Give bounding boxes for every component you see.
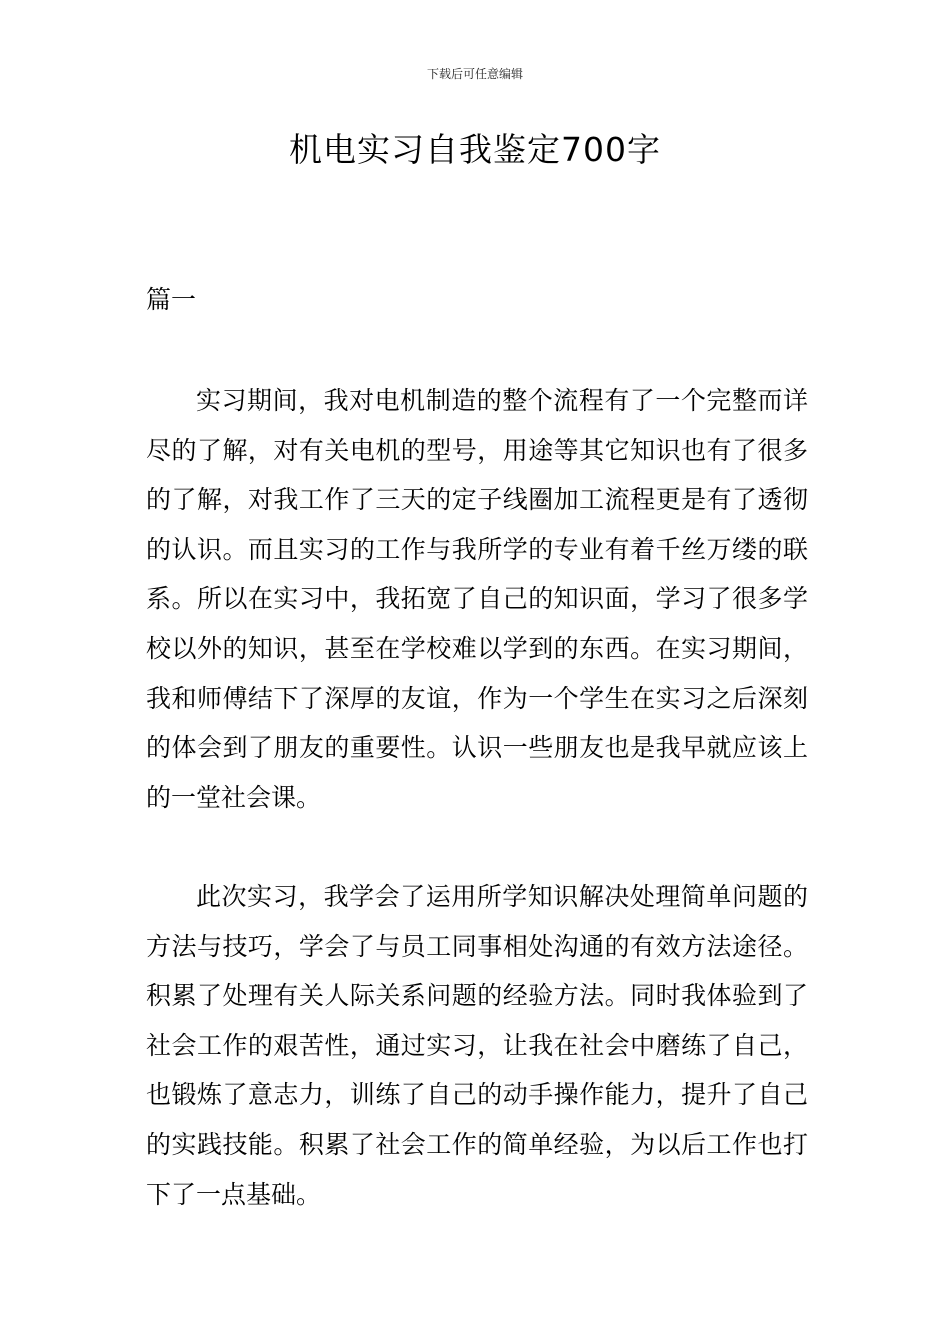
document-title: 机电实习自我鉴定700字 xyxy=(289,130,661,169)
body-paragraph-1: 实习期间，我对电机制造的整个流程有了一个完整而详尽的了解，对有关电机的型号，用途等其它知识也有了很多的了解，对我工作了三天的定子线圈加工流程更是有了透彻的认识。而且实习的工作与我所学的专业有着千丝万缕的联系。所以在实习中，我拓宽了自己的知识面，学习了很多学校以外的知识，甚至在学校难以学到的东西。在实习期间，我和师傅结下了深厚的友谊，作为一个学生在实习之后深刻的体会到了朋友的重要性。认识一些朋友也是我早就应该上的一堂社会课。 xyxy=(146,386,808,812)
body-paragraph-2: 此次实习，我学会了运用所学知识解决处理简单问题的方法与技巧，学会了与员工同事相处沟通的有效方法途径。积累了处理有关人际关系问题的经验方法。同时我体验到了社会工作的艰苦性，通过实习，让我在社会中磨练了自己，也锻炼了意志力，训练了自己的动手操作能力，提升了自己的实践技能。积累了社会工作的简单经验，为以后工作也打下了一点基础。 xyxy=(146,882,808,1209)
section-label: 篇一 xyxy=(146,285,197,314)
page-header-note: 下载后可任意编辑 xyxy=(426,67,523,81)
